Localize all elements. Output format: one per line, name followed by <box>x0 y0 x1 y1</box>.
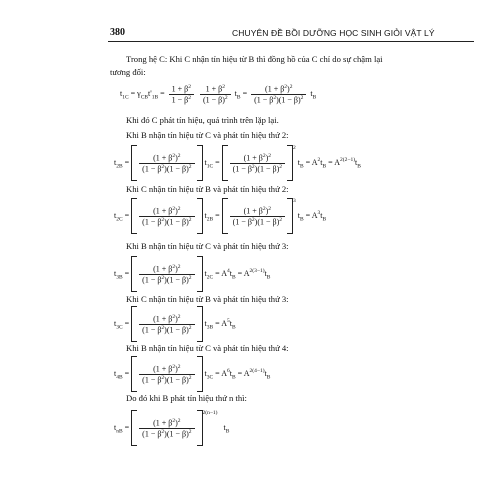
step-3-text: Khi B nhận tín hiệu từ C và phát tín hiệu thứ 3: <box>126 241 289 251</box>
equation-t3B: $t_{3B}$ = $\frac{(1 + \beta^2)^2}{(1 - \beta^2)(1 - \beta)^2}$ $t_{2C} = A^4t_B = A^{2(3-1)}t_B$ <box>114 256 270 292</box>
equation-time-dilation: $t_{1C} = \gamma_{CB}t'_{1B}$ = $\frac{1 + \beta^2}{1 - \beta^2}$ $\frac{1 + \beta^2}{(1 - \beta)^2}$ $t_B$ = $\frac{(1 + \beta^2)^2}{(1 - \beta^2)(1 - \beta)^2}$ $t_B$ <box>120 84 317 105</box>
intro-line-1: Trong hệ C: Khi C nhận tín hiệu từ B thì đồng hồ của C chỉ do sự chậm lại <box>126 54 383 64</box>
page-number: 380 <box>110 27 125 38</box>
running-header: CHUYÊN ĐỀ BỒI DƯỠNG HỌC SINH GIỎI VẬT LÝ <box>232 28 435 38</box>
equation-t4B: $t_{4B}$ = $\frac{(1 + \beta^2)^2}{(1 - \beta^2)(1 - \beta)^2}$ $t_{3C} = A^6t_B = A^{2(4-1)}t_B$ <box>114 356 270 392</box>
step-1-text: Khi B nhận tín hiệu từ C và phát tín hiệu thứ 2: <box>126 130 289 140</box>
intro-line-2: tương đối: <box>110 67 146 77</box>
equation-t2C: $t_{2C}$ = $\frac{(1 + \beta^2)^2}{(1 - \beta^2)(1 - \beta)^2}$ $t_{2B}$ = $\frac{(1 + \beta^2)^2}{(1 - \beta^2)(1 - \beta)^2}$ $^3$ $t_B = A^3t_B$ <box>114 198 326 234</box>
equation-tnB: $t_{nB}$ = $\frac{(1 + \beta^2)^2}{(1 - \beta^2)(1 - \beta)^2}$ $^{2(n-1)}$ $t_B$ <box>114 410 229 446</box>
step-5-text: Khi B nhận tín hiệu từ C và phát tín hiệu thứ 4: <box>126 343 289 353</box>
repeat-text: Khi đó C phát tín hiệu, quá trình trên lặp lại. <box>126 115 279 125</box>
equation-t3C: $t_{3C}$ = $\frac{(1 + \beta^2)^2}{(1 - \beta^2)(1 - \beta)^2}$ $t_{3B} = A^5t_B$ <box>114 306 236 342</box>
step-6-text: Do đó khi B phát tín hiệu thứ n thì: <box>126 393 247 403</box>
equation-t2B: $t_{2B}$ = $\frac{(1 + \beta^2)^2}{(1 - \beta^2)(1 - \beta)^2}$ $t_{1C}$ = $\frac{(1 + \beta^2)^2}{(1 - \beta^2)(1 - \beta)^2}$ $^2$ $t_B = A^2t_B = A^{2(2-1)}t_B$ <box>114 145 361 181</box>
header-rule <box>108 41 474 42</box>
step-2-text: Khi C nhận tín hiệu từ B và phát tín hiệu thứ 2: <box>126 184 289 194</box>
step-4-text: Khi C nhận tín hiệu từ B và phát tín hiệu thứ 3: <box>126 294 289 304</box>
